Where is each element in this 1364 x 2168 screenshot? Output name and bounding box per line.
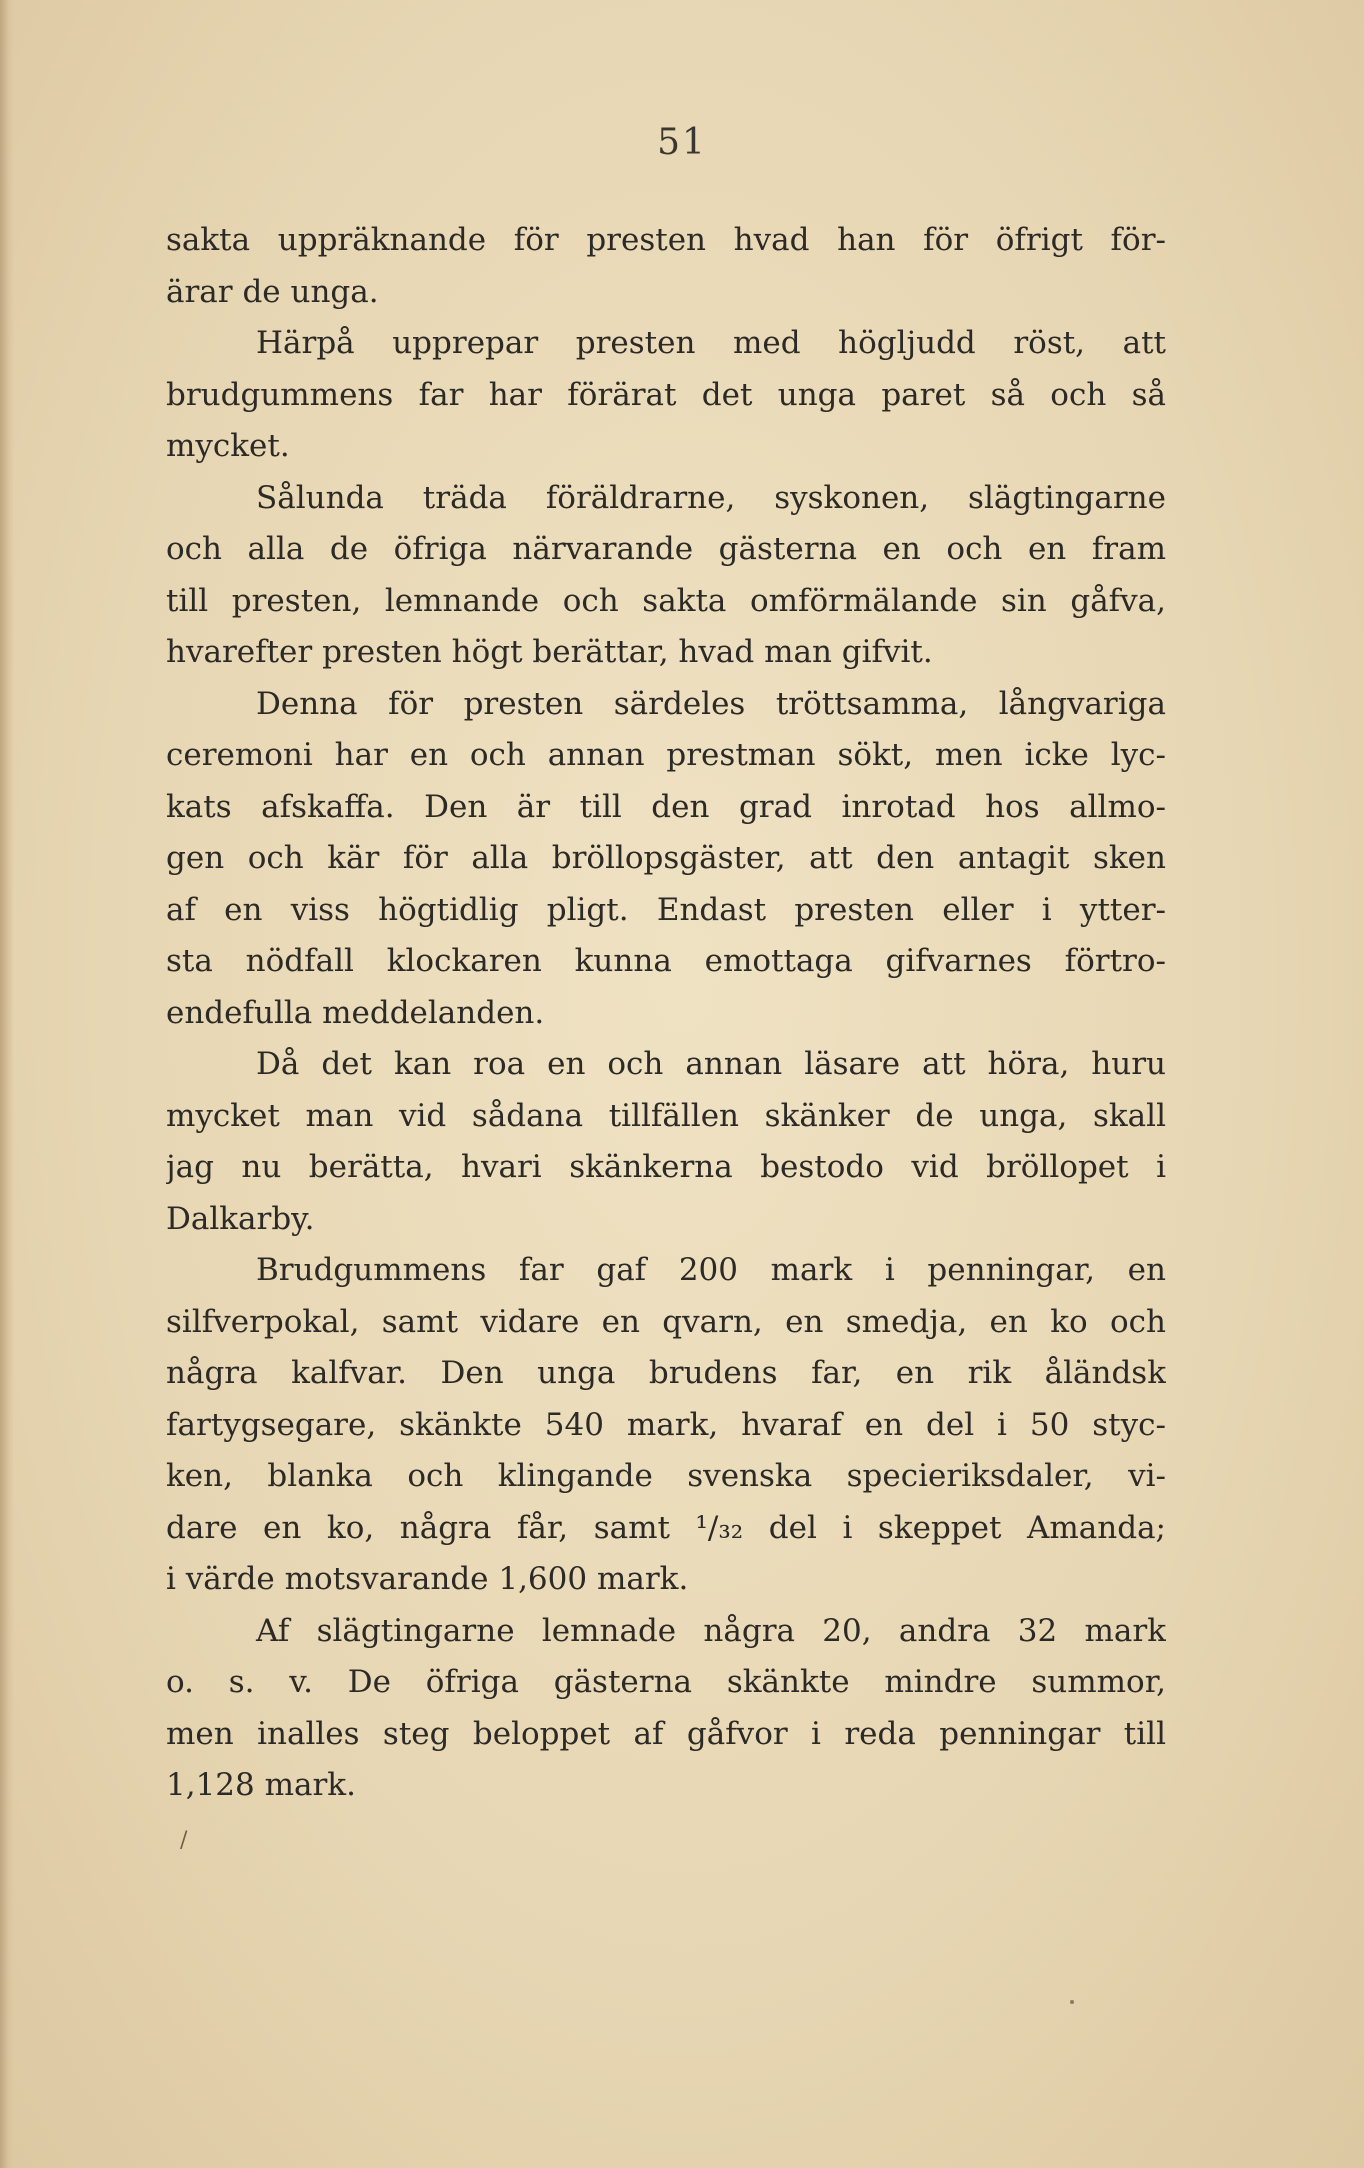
text-line: och alla de öfriga närvarande gästerna en och en fram: [166, 531, 1166, 567]
text-line: men inalles steg beloppet af gåfvor i reda penningar till: [166, 1715, 1166, 1752]
text-line: af en viss högtidlig pligt. Endast presten eller i ytter-: [166, 891, 1166, 928]
text-line: sta nödfall klockaren kunna emottaga gifvarnes förtro-: [166, 943, 1166, 979]
text-line: Dalkarby.: [166, 1200, 315, 1237]
text-line: i värde motsvarande 1,600 mark.: [166, 1561, 689, 1597]
paragraph-start-line: Sålunda träda föräldrarne, syskonen, slägtingarne: [256, 479, 1166, 516]
text-line: o. s. v. De öfriga gästerna skänkte mindre summor,: [166, 1664, 1166, 1700]
text-line: ceremoni har en och annan prestman sökt, men icke lyc-: [166, 737, 1166, 773]
body-text: [166, 215, 1166, 1812]
text-line: 1,128 mark.: [166, 1767, 356, 1803]
stray-ink-mark: /: [180, 1828, 188, 1853]
text-line: jag nu berätta, hvari skänkerna bestodo vid bröllopet i: [166, 1149, 1166, 1185]
text-line: dare en ko, några får, samt ¹/₃₂ del i skeppet Amanda;: [166, 1509, 1166, 1546]
text-line: ärar de unga.: [166, 273, 379, 310]
text-line: brudgummens far har förärat det unga paret så och så: [166, 376, 1166, 413]
paragraph-start-line: Härpå upprepar presten med högljudd röst, att: [256, 325, 1166, 361]
text-line: ken, blanka och klingande svenska specieriksdaler, vi-: [166, 1458, 1166, 1494]
text-line: gen och kär för alla bröllopsgäster, att den antagit sken: [166, 840, 1166, 876]
text-line: endefulla meddelanden.: [166, 994, 545, 1031]
text-line: kats afskaffa. Den är till den grad inrotad hos allmo-: [166, 788, 1166, 825]
paragraph-start-line: Då det kan roa en och annan läsare att höra, huru: [256, 1046, 1166, 1082]
text-line: hvarefter presten högt berättar, hvad man gifvit.: [166, 634, 933, 670]
text-line: till presten, lemnande och sakta omförmälande sin gåfva,: [166, 582, 1166, 619]
page-number: 51: [657, 122, 707, 163]
text-line: mycket.: [166, 428, 290, 464]
page-edge-shadow: [0, 0, 14, 2168]
text-line: mycket man vid sådana tillfällen skänker de unga, skall: [166, 1097, 1166, 1134]
text-line: sakta uppräknande för presten hvad han för öfrigt för-: [166, 222, 1166, 258]
text-line: silfverpokal, samt vidare en qvarn, en smedja, en ko och: [166, 1303, 1166, 1340]
paper-speck: [1070, 2000, 1074, 2004]
text-line: fartygsegare, skänkte 540 mark, hvaraf en del i 50 styc-: [166, 1406, 1166, 1443]
paragraph-start-line: Af slägtingarne lemnade några 20, andra 32 mark: [256, 1612, 1166, 1649]
paragraph-start-line: Brudgummens far gaf 200 mark i penningar, en: [256, 1252, 1166, 1288]
text-line: några kalfvar. Den unga brudens far, en rik åländsk: [166, 1355, 1166, 1391]
paragraph-start-line: Denna för presten särdeles tröttsamma, långvariga: [256, 685, 1166, 722]
